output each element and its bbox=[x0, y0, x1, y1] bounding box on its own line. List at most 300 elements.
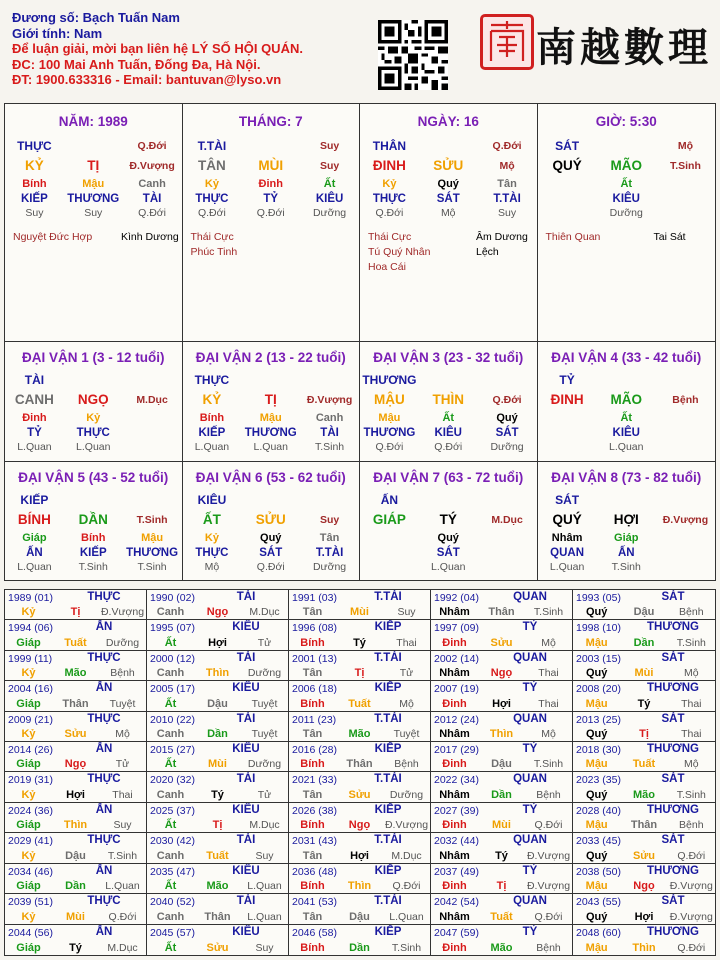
year-branch: Hợi bbox=[634, 910, 654, 923]
hidden-life-stage: Q.Đới bbox=[256, 561, 285, 573]
branch-life-stage: Đ.Vượng bbox=[306, 393, 353, 406]
year-ten-god: T.TÀI bbox=[374, 651, 402, 664]
luck-stem-branch-row bbox=[183, 389, 360, 410]
hidden-stem: Kỷ bbox=[204, 177, 219, 190]
year-stem-branch-row bbox=[147, 911, 288, 923]
luck-pillar-title: ĐẠI VẬN 8 (73 - 82 tuổi) bbox=[551, 470, 702, 485]
year-stem-branch-row bbox=[289, 667, 430, 679]
hidden-life-stage: Suy bbox=[498, 207, 517, 219]
year-branch: Thìn bbox=[63, 819, 88, 832]
year-stem: Mậu bbox=[585, 819, 608, 832]
year-cell bbox=[431, 833, 573, 863]
year-cell bbox=[5, 894, 147, 924]
year-stem-branch-row bbox=[147, 880, 288, 892]
year-ten-god: TÀI bbox=[236, 591, 256, 603]
year-label: 1997 (09) bbox=[434, 622, 479, 635]
year-cell bbox=[147, 833, 289, 863]
hidden-life-stage: Q.Đới bbox=[138, 207, 167, 219]
hidden-stem: Giáp bbox=[614, 531, 639, 544]
heavenly-stem: QUÝ bbox=[552, 512, 582, 527]
year-life-stage: Suy bbox=[113, 819, 132, 832]
year-branch: Hợi bbox=[492, 697, 511, 710]
hidden-life-stage: L.Quan bbox=[609, 441, 644, 453]
year-cell bbox=[289, 620, 431, 650]
year-stem: Ất bbox=[164, 636, 177, 649]
hidden-ten-god: THƯƠNG bbox=[363, 426, 416, 439]
year-stem-branch-row bbox=[147, 606, 288, 618]
branch-life-stage: T.Sinh bbox=[669, 159, 701, 172]
year-cell bbox=[431, 742, 573, 772]
pillar-cell bbox=[5, 104, 183, 342]
year-branch: Tuất bbox=[348, 697, 371, 710]
luck-pillar-cell bbox=[538, 342, 716, 462]
year-branch: Thân bbox=[204, 910, 231, 923]
hidden-stem: Nhâm bbox=[551, 531, 583, 544]
hidden-stages-row bbox=[538, 440, 716, 454]
year-cell bbox=[147, 651, 289, 681]
hidden-life-stage: T.Sinh bbox=[78, 561, 108, 573]
hidden-ten-god: KIẾP bbox=[20, 192, 48, 205]
year-cell bbox=[147, 712, 289, 742]
year-stem: Kỷ bbox=[21, 849, 36, 862]
year-ten-god: SÁT bbox=[661, 773, 685, 786]
year-cell bbox=[431, 925, 573, 955]
year-label: 2045 (57) bbox=[150, 926, 195, 939]
hidden-stem: Bính bbox=[22, 177, 47, 190]
year-branch: Dần bbox=[65, 880, 86, 893]
hidden-stems-row bbox=[5, 410, 182, 425]
year-ten-god: SÁT bbox=[661, 651, 685, 664]
year-label: 1996 (08) bbox=[292, 622, 337, 635]
year-stem-branch-row bbox=[573, 606, 715, 618]
year-ten-god: KIẾP bbox=[374, 864, 402, 877]
year-ten-god: SÁT bbox=[661, 834, 685, 847]
luck-pillar-cell bbox=[5, 342, 183, 462]
year-cell bbox=[147, 590, 289, 620]
year-ten-god: TỶ bbox=[522, 682, 538, 695]
pillar-god-row bbox=[183, 136, 360, 155]
year-stem: Ất bbox=[164, 880, 177, 893]
hidden-life-stage: Q.Đới bbox=[434, 441, 463, 453]
year-branch: Mùi bbox=[350, 606, 369, 619]
year-ten-god: KIÊU bbox=[232, 743, 260, 756]
year-label: 2029 (41) bbox=[8, 835, 53, 848]
year-life-stage: Tuyệt bbox=[251, 728, 278, 741]
year-life-stage: T.Sinh bbox=[676, 636, 706, 649]
year-ten-god: QUAN bbox=[513, 712, 547, 725]
year-stem-branch-row bbox=[431, 942, 572, 954]
year-label: 2026 (38) bbox=[292, 804, 337, 817]
year-branch: Tuất bbox=[206, 849, 229, 862]
year-branch: Mão bbox=[206, 880, 229, 893]
year-branch: Mão bbox=[348, 728, 371, 741]
hidden-gods-row bbox=[183, 545, 360, 560]
year-stem-branch-row bbox=[147, 789, 288, 801]
year-ten-god: T.TÀI bbox=[374, 834, 402, 847]
year-stem-branch-row bbox=[573, 789, 715, 801]
year-stem: Quý bbox=[585, 849, 608, 862]
year-label: 2040 (52) bbox=[150, 896, 195, 909]
year-stem-branch-row bbox=[573, 850, 715, 862]
hidden-stems-row bbox=[5, 176, 182, 191]
year-stem: Ất bbox=[164, 758, 177, 771]
year-label: 1989 (01) bbox=[8, 592, 53, 604]
hidden-ten-god: SÁT bbox=[436, 546, 460, 559]
year-branch: Ngọ bbox=[490, 667, 513, 680]
pillar-god-row bbox=[5, 136, 182, 155]
luck-pillar-cell bbox=[5, 462, 183, 580]
hidden-stem: Quý bbox=[496, 411, 518, 424]
hidden-life-stage: T.Sinh bbox=[611, 561, 641, 573]
luck-stem-branch-row bbox=[538, 389, 716, 410]
year-branch: Ngọ bbox=[633, 880, 655, 893]
year-stem-branch-row bbox=[147, 728, 288, 740]
luck-pillar-title: ĐẠI VẬN 4 (33 - 42 tuổi) bbox=[551, 350, 702, 365]
year-label: 2012 (24) bbox=[434, 713, 479, 726]
year-stem-branch-row bbox=[431, 819, 572, 831]
year-stem-branch-row bbox=[573, 911, 715, 923]
year-branch: Ngọ bbox=[64, 758, 87, 771]
year-stem-branch-row bbox=[289, 880, 430, 892]
hidden-ten-god: TỶ bbox=[27, 426, 42, 439]
contact-address: ĐC: 100 Mai Anh Tuấn, Đống Đa, Hà Nội. bbox=[12, 56, 261, 72]
shen-sha-item: Nguyệt Đức Hợp bbox=[13, 231, 93, 243]
year-stem-branch-row bbox=[431, 789, 572, 801]
year-cell bbox=[431, 712, 573, 742]
year-stem: Kỷ bbox=[21, 788, 36, 801]
year-stem: Giáp bbox=[16, 636, 41, 649]
shen-sha-item: Kình Dương bbox=[121, 231, 179, 243]
year-life-stage: Mộ bbox=[399, 697, 414, 710]
hidden-life-stage: Mộ bbox=[440, 207, 456, 219]
year-stem: Canh bbox=[156, 728, 185, 741]
year-branch: Tý bbox=[69, 941, 82, 954]
earthly-branch: MÃO bbox=[610, 392, 642, 407]
hidden-ten-god: THƯƠNG bbox=[244, 426, 297, 439]
seal-glyph-icon bbox=[483, 17, 531, 67]
year-branch: Tý bbox=[637, 697, 651, 710]
hidden-gods-row bbox=[360, 545, 537, 560]
year-label: 2043 (55) bbox=[576, 896, 621, 909]
heavenly-stem: MẬU bbox=[374, 392, 405, 407]
year-ten-god: T.TÀI bbox=[374, 591, 402, 603]
year-stem-branch-row bbox=[147, 942, 288, 954]
year-life-stage: Mộ bbox=[541, 636, 556, 649]
luck-pillar-title: ĐẠI VẬN 1 (3 - 12 tuổi) bbox=[21, 350, 165, 365]
year-stem: Bính bbox=[300, 636, 325, 649]
hidden-gods-row bbox=[183, 425, 360, 440]
year-life-stage: Dưỡng bbox=[389, 788, 424, 801]
heavenly-stem: ẤT bbox=[202, 512, 221, 527]
year-stem-branch-row bbox=[431, 758, 572, 770]
hidden-life-stage: L.Quan bbox=[17, 561, 52, 573]
year-ten-god: KIÊU bbox=[232, 925, 260, 938]
hidden-stem: Mậu bbox=[141, 531, 164, 544]
year-cell bbox=[573, 681, 715, 711]
year-branch: Thân bbox=[62, 697, 89, 710]
year-cell bbox=[5, 681, 147, 711]
year-life-stage: Dưỡng bbox=[105, 636, 140, 649]
year-stem-branch-row bbox=[431, 698, 572, 710]
earthly-branch: SỬU bbox=[433, 158, 464, 173]
hidden-ten-god: THỰC bbox=[195, 192, 229, 205]
year-stem: Canh bbox=[156, 606, 185, 619]
year-stem: Giáp bbox=[16, 697, 41, 710]
year-label: 2011 (23) bbox=[292, 713, 337, 726]
luck-god-row bbox=[360, 490, 537, 509]
year-stem-branch-row bbox=[573, 698, 715, 710]
year-life-stage: L.Quan bbox=[389, 910, 424, 923]
year-branch: Thìn bbox=[489, 728, 514, 741]
hidden-stem: Quý bbox=[437, 177, 459, 190]
luck-god-row bbox=[5, 490, 182, 509]
earthly-branch: TỊ bbox=[264, 392, 277, 407]
year-life-stage: M.Dục bbox=[391, 849, 422, 862]
year-life-stage: Đ.Vượng bbox=[526, 849, 571, 862]
year-cell bbox=[5, 833, 147, 863]
hidden-ten-god: TỶ bbox=[263, 192, 279, 205]
hidden-life-stage: Dưỡng bbox=[312, 207, 347, 219]
hidden-life-stage: L.Quan bbox=[431, 561, 466, 573]
year-life-stage: Tuyệt bbox=[393, 728, 420, 741]
year-label: 2034 (46) bbox=[8, 865, 53, 878]
year-branch: Tý bbox=[353, 636, 366, 649]
year-stem-branch-row bbox=[5, 637, 146, 649]
stem-life-stage: Q.Đới bbox=[137, 139, 167, 152]
year-label: 2048 (60) bbox=[576, 926, 621, 939]
year-life-stage: M.Dục bbox=[249, 606, 280, 619]
year-cell bbox=[431, 894, 573, 924]
year-life-stage: Mộ bbox=[115, 728, 130, 741]
luck-pillar-cell bbox=[360, 342, 538, 462]
year-cell bbox=[5, 925, 147, 955]
shen-sha-item: Thiên Quan bbox=[545, 231, 601, 243]
luck-god-row bbox=[183, 370, 360, 389]
year-label: 2006 (18) bbox=[292, 683, 337, 696]
hidden-stages-row bbox=[360, 560, 537, 574]
year-label: 2037 (49) bbox=[434, 865, 479, 878]
year-cell bbox=[573, 590, 715, 620]
year-ten-god: QUAN bbox=[513, 773, 547, 786]
year-life-stage: Mộ bbox=[541, 728, 556, 741]
hidden-ten-god: SÁT bbox=[259, 546, 283, 559]
year-life-stage: Bệnh bbox=[110, 667, 135, 680]
year-stem: Nhâm bbox=[439, 606, 470, 619]
year-stem: Nhâm bbox=[439, 849, 470, 862]
shen-sha-item: Thái Cực bbox=[190, 231, 234, 243]
year-cell bbox=[5, 803, 147, 833]
year-branch: Mùi bbox=[634, 667, 654, 680]
hidden-life-stage: L.Quan bbox=[194, 441, 230, 453]
year-label: 2000 (12) bbox=[150, 652, 195, 665]
year-cell bbox=[289, 833, 431, 863]
year-cell bbox=[5, 772, 147, 802]
year-stem-branch-row bbox=[147, 698, 288, 710]
luck-ten-god: TÀI bbox=[24, 372, 45, 387]
luck-ten-god: ẤN bbox=[380, 492, 399, 507]
year-label: 2005 (17) bbox=[150, 683, 195, 696]
year-label: 2032 (44) bbox=[434, 835, 479, 848]
year-branch: Thân bbox=[630, 819, 658, 832]
hidden-stem: Đinh bbox=[258, 177, 283, 190]
year-ten-god: SÁT bbox=[661, 895, 685, 908]
year-cell bbox=[147, 742, 289, 772]
year-branch: Mùi bbox=[208, 758, 227, 771]
branch-life-stage: Suy bbox=[319, 513, 340, 526]
year-life-stage: Thai bbox=[538, 667, 559, 680]
hidden-stages-row bbox=[538, 206, 716, 220]
year-branch: Sửu bbox=[206, 941, 229, 954]
year-ten-god: THƯƠNG bbox=[647, 621, 699, 634]
luck-ten-god: KIÊU bbox=[197, 492, 227, 507]
qr-code-icon bbox=[378, 20, 448, 90]
year-label: 2035 (47) bbox=[150, 865, 195, 878]
year-stem: Quý bbox=[585, 606, 608, 619]
year-ten-god: KIẾP bbox=[374, 803, 402, 816]
year-stem-branch-row bbox=[5, 789, 146, 801]
year-branch: Thìn bbox=[632, 941, 656, 954]
hidden-ten-god: QUAN bbox=[550, 546, 585, 559]
year-cell bbox=[289, 803, 431, 833]
year-stem-branch-row bbox=[289, 819, 430, 831]
year-stem: Canh bbox=[156, 910, 185, 923]
year-life-stage: Thai bbox=[681, 728, 702, 741]
year-stem: Quý bbox=[585, 667, 608, 680]
hidden-stems-row bbox=[183, 410, 360, 425]
year-label: 1993 (05) bbox=[576, 592, 621, 604]
year-ten-god: THƯƠNG bbox=[647, 864, 699, 877]
year-branch: Dậu bbox=[65, 849, 86, 862]
red-seal-stamp bbox=[480, 14, 534, 70]
year-ten-god: TÀI bbox=[236, 895, 256, 908]
year-label: 1991 (03) bbox=[292, 592, 337, 604]
year-stem-branch-row bbox=[5, 880, 146, 892]
earthly-branch: THÌN bbox=[432, 392, 464, 407]
year-ten-god: ẤN bbox=[95, 621, 113, 634]
year-life-stage: Đ.Vượng bbox=[526, 880, 571, 893]
year-label: 1990 (02) bbox=[150, 592, 195, 604]
hidden-stem: Mậu bbox=[82, 177, 105, 190]
year-ten-god: SÁT bbox=[661, 712, 685, 725]
year-life-stage: Q.Đới bbox=[677, 941, 706, 954]
year-stem-branch-row bbox=[289, 789, 430, 801]
pillar-title: NĂM: 1989 bbox=[58, 114, 128, 129]
year-life-stage: Dưỡng bbox=[247, 758, 282, 771]
pillar-stem-branch-row bbox=[183, 155, 360, 176]
year-life-stage: Bệnh bbox=[679, 606, 704, 619]
year-stem-branch-row bbox=[5, 606, 146, 618]
year-cell bbox=[289, 864, 431, 894]
year-ten-god: QUAN bbox=[513, 834, 547, 847]
hidden-stem: Ất bbox=[620, 411, 633, 424]
hidden-stems-row bbox=[360, 530, 537, 545]
hidden-ten-god: T.TÀI bbox=[493, 192, 521, 205]
pillar-stem-branch-row bbox=[360, 155, 537, 176]
year-life-stage: Dưỡng bbox=[247, 667, 282, 680]
shen-sha-right bbox=[476, 230, 537, 260]
hidden-stem: Quý bbox=[260, 531, 282, 544]
year-life-stage: Q.Đới bbox=[392, 880, 421, 893]
hidden-stem: Giáp bbox=[22, 531, 47, 544]
year-branch: Tuất bbox=[64, 636, 87, 649]
year-stem-branch-row bbox=[147, 667, 288, 679]
year-ten-god: THỰC bbox=[87, 651, 121, 664]
year-stem: Đinh bbox=[442, 697, 467, 710]
year-life-stage: Thai bbox=[112, 788, 133, 801]
year-label: 2021 (33) bbox=[292, 774, 337, 787]
hidden-life-stage: T.Sinh bbox=[137, 561, 167, 573]
hidden-ten-god: KIẾP bbox=[79, 546, 107, 559]
hidden-life-stage: Q.Đới bbox=[375, 441, 404, 453]
year-stem: Giáp bbox=[16, 819, 41, 832]
year-label: 2025 (37) bbox=[150, 804, 195, 817]
hidden-stems-row bbox=[183, 176, 360, 191]
year-life-stage: Q.Đới bbox=[677, 849, 706, 862]
year-ten-god: THỰC bbox=[87, 834, 121, 847]
year-stem-branch-row bbox=[5, 758, 146, 770]
year-label: 2024 (36) bbox=[8, 804, 53, 817]
shen-sha-right bbox=[654, 230, 686, 245]
year-branch: Tý bbox=[211, 788, 224, 801]
hidden-life-stage: L.Quan bbox=[253, 441, 288, 453]
hidden-stem: Bính bbox=[199, 411, 225, 424]
luck-god-row bbox=[538, 490, 716, 509]
year-stem: Bính bbox=[300, 880, 325, 893]
year-stem: Mậu bbox=[585, 758, 608, 771]
year-cell bbox=[5, 651, 147, 681]
hidden-stages-row bbox=[360, 206, 537, 220]
year-stem: Mậu bbox=[585, 880, 608, 893]
year-life-stage: Đ.Vượng bbox=[669, 910, 713, 923]
year-label: 2013 (25) bbox=[576, 713, 621, 726]
year-stem-branch-row bbox=[573, 819, 715, 831]
subject-name: Đương số: Bạch Tuấn Nam bbox=[12, 10, 180, 25]
hidden-stem: Kỷ bbox=[382, 177, 397, 190]
year-branch: Dậu bbox=[633, 606, 655, 619]
year-cell bbox=[431, 620, 573, 650]
year-stem: Giáp bbox=[16, 880, 41, 893]
hidden-gods-row bbox=[5, 191, 182, 206]
luck-stem-branch-row bbox=[5, 389, 182, 410]
year-ten-god: TỶ bbox=[522, 621, 538, 634]
hidden-ten-god: THƯƠNG bbox=[67, 192, 120, 205]
year-cell bbox=[289, 681, 431, 711]
branch-life-stage: Bệnh bbox=[672, 393, 699, 406]
year-ten-god: KIẾP bbox=[374, 621, 402, 634]
year-life-stage: M.Dục bbox=[107, 941, 138, 954]
year-branch: Tị bbox=[70, 606, 81, 619]
luck-ten-god: TỶ bbox=[559, 372, 575, 387]
year-stem: Kỷ bbox=[21, 910, 36, 923]
hidden-stems-row bbox=[538, 176, 716, 191]
year-cell bbox=[5, 864, 147, 894]
year-stem: Mậu bbox=[585, 697, 608, 710]
year-stem: Tân bbox=[302, 849, 323, 862]
luck-pillar-title: ĐẠI VẬN 6 (53 - 62 tuổi) bbox=[195, 470, 346, 485]
year-stem-branch-row bbox=[5, 667, 146, 679]
year-life-stage: Q.Đới bbox=[108, 910, 137, 923]
hidden-stages-row bbox=[5, 560, 182, 574]
year-cell bbox=[431, 681, 573, 711]
year-branch: Tị bbox=[212, 819, 223, 832]
year-ten-god: KIÊU bbox=[232, 682, 260, 695]
luck-ten-god: KIẾP bbox=[20, 492, 49, 507]
branch-life-stage: Đ.Vượng bbox=[662, 513, 709, 526]
hidden-life-stage: Suy bbox=[84, 207, 103, 219]
year-stem: Giáp bbox=[16, 758, 41, 771]
year-branch: Sửu bbox=[64, 728, 87, 741]
hidden-ten-god: KIÊU bbox=[612, 426, 640, 439]
